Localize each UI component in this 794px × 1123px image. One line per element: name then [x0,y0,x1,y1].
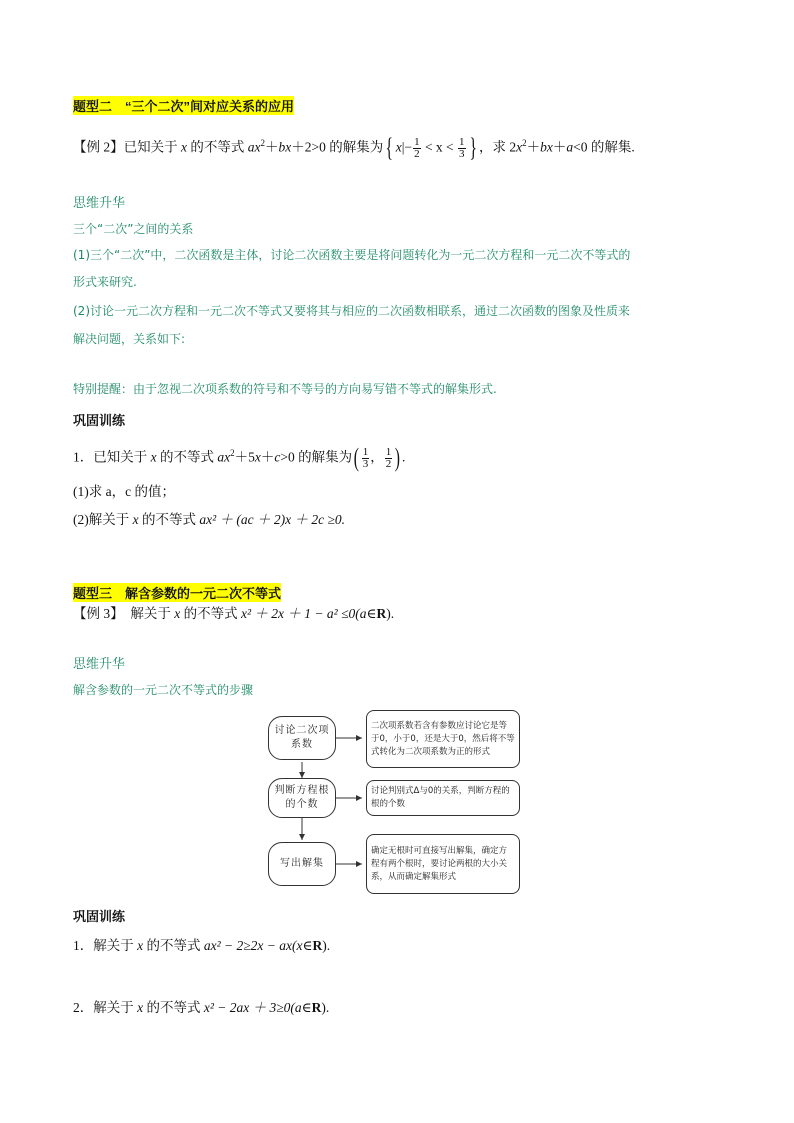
example2: 【例 2】已知关于 x 的不等式 $ax^2+bx+2>0$ 的解集为{ x|− $\frac{1}{2}$ < x < $\frac{1}{3}$ } ，求 $2x^2+bx+a<0$ 的解集. [73,133,635,163]
practice3-q2: 2．解关于 x 的不等式 x² − 2ax ＋ 3≥0(a∈R). [73,1000,330,1015]
relation-title: 三个“二次”之间的关系 [73,222,194,236]
thinking-title-3: 思维升华 [73,657,126,672]
flow-step1: 讨论二次项系数 [268,716,336,760]
point2-line1: (2)讨论一元二次方程和一元二次不等式又要将其与相应的二次函数相联系，通过二次函数的图象及性质来 [73,304,631,318]
practice-title-2: 巩固训练 [73,413,126,428]
flow-step2: 判断方程根的个数 [268,778,336,818]
point2-line2: 解决问题，关系如下: [73,332,186,346]
practice2-q1: 1．已知关于 x 的不等式 $ax^2+5x+c>0$ 的解集为( $\frac{1}{3}$ ， $\frac{1}{2}$ ) . [73,443,406,473]
thinking-title-2: 思维升华 [73,196,126,211]
special-reminder: 特别提醒：由于忽视二次项系数的符号和不等号的方向易写错不等式的解集形式. [73,382,497,396]
point1-line2: 形式来研究. [73,275,137,289]
flow-step3-desc: 确定无根时可直接写出解集，确定方程有两个根时，要讨论两根的大小关系，从而确定解集形式 [366,834,520,894]
point1-line1: (1)三个“二次”中，二次函数是主体，讨论二次函数主要是将问题转化为一元二次方程和一元二次不等式的 [73,248,631,262]
practice2-q1-part2: (2)解关于 x 的不等式 ax² ＋ (ac ＋ 2)x ＋ 2c ≥0. [73,512,346,527]
section2-heading: 题型二 “三个二次”间对应关系的应用 [73,96,294,115]
flow-step3: 写出解集 [268,842,336,886]
steps-title: 解含参数的一元二次不等式的步骤 [73,683,254,697]
practice3-q1: 1．解关于 x 的不等式 ax² − 2≥2x − ax(x∈R). [73,938,331,953]
practice2-q1-part1: (1)求 a，c 的值； [73,484,175,499]
example3: 【例 3】 解关于 x 的不等式 x² ＋ 2x ＋ 1 − a² ≤0(a∈R). [73,606,395,621]
practice-title-3: 巩固训练 [73,909,126,924]
flow-step2-desc: 讨论判别式Δ与0的关系，判断方程的根的个数 [366,780,520,816]
flow-step1-desc: 二次项系数若含有参数应讨论它是等于0，小于0，还是大于0，然后将不等式转化为二次项系数为正的形式 [366,710,520,768]
section3-heading: 题型三 解含参数的一元二次不等式 [73,583,281,602]
